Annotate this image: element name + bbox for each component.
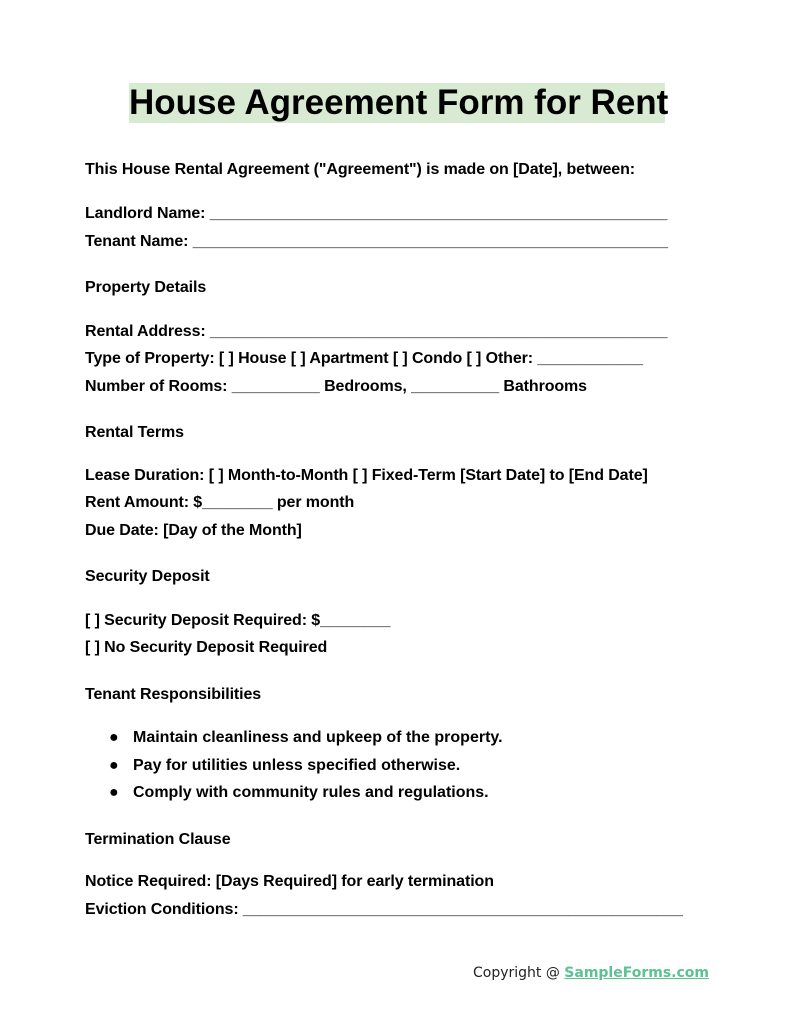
notice-required-field: Notice Required: [Days Required] for early termination	[85, 873, 494, 890]
landlord-name-field: Landlord Name: ____________________________________________________	[85, 205, 668, 222]
eviction-conditions-field: Eviction Conditions: __________________________________________________	[85, 901, 683, 918]
rooms-field: Number of Rooms: __________ Bedrooms, __________ Bathrooms	[85, 378, 587, 395]
bullet-icon: ●	[109, 784, 119, 801]
rent-amount-field: Rent Amount: $________ per month	[85, 494, 355, 511]
lease-duration-field: Lease Duration: [ ] Month-to-Month [ ] Fixed-Term [Start Date] to [End Date]	[85, 467, 648, 484]
tenant-name-field: Tenant Name: ______________________________________________________	[85, 233, 668, 250]
bullet-icon: ●	[109, 729, 119, 746]
due-date-field: Due Date: [Day of the Month]	[85, 522, 302, 539]
security-deposit-heading: Security Deposit	[85, 568, 210, 585]
property-details-heading: Property Details	[85, 279, 207, 296]
deposit-required-option: [ ] Security Deposit Required: $________	[85, 612, 391, 629]
termination-clause-heading: Termination Clause	[85, 831, 231, 848]
no-deposit-option: [ ] No Security Deposit Required	[85, 639, 328, 656]
property-type-field: Type of Property: [ ] House [ ] Apartment [ ] Condo [ ] Other: ____________	[85, 350, 643, 367]
list-item-text: Comply with community rules and regulations.	[133, 784, 489, 801]
list-item-text: Pay for utilities unless specified otherwise.	[133, 757, 461, 774]
copyright-text: Copyright @	[472, 965, 565, 981]
sampleforms-link[interactable]: SampleForms.com	[564, 965, 709, 981]
tenant-responsibilities-heading: Tenant Responsibilities	[85, 686, 262, 703]
intro-text: This House Rental Agreement ("Agreement") is made on [Date], between:	[85, 161, 635, 178]
rental-address-field: Rental Address: ____________________________________________________	[85, 323, 668, 340]
page-title: House Agreement Form for Rent	[129, 83, 669, 122]
rental-terms-heading: Rental Terms	[85, 424, 184, 441]
copyright-footer	[473, 963, 709, 983]
bullet-icon: ●	[109, 757, 119, 774]
list-item-text: Maintain cleanliness and upkeep of the property.	[133, 729, 503, 746]
